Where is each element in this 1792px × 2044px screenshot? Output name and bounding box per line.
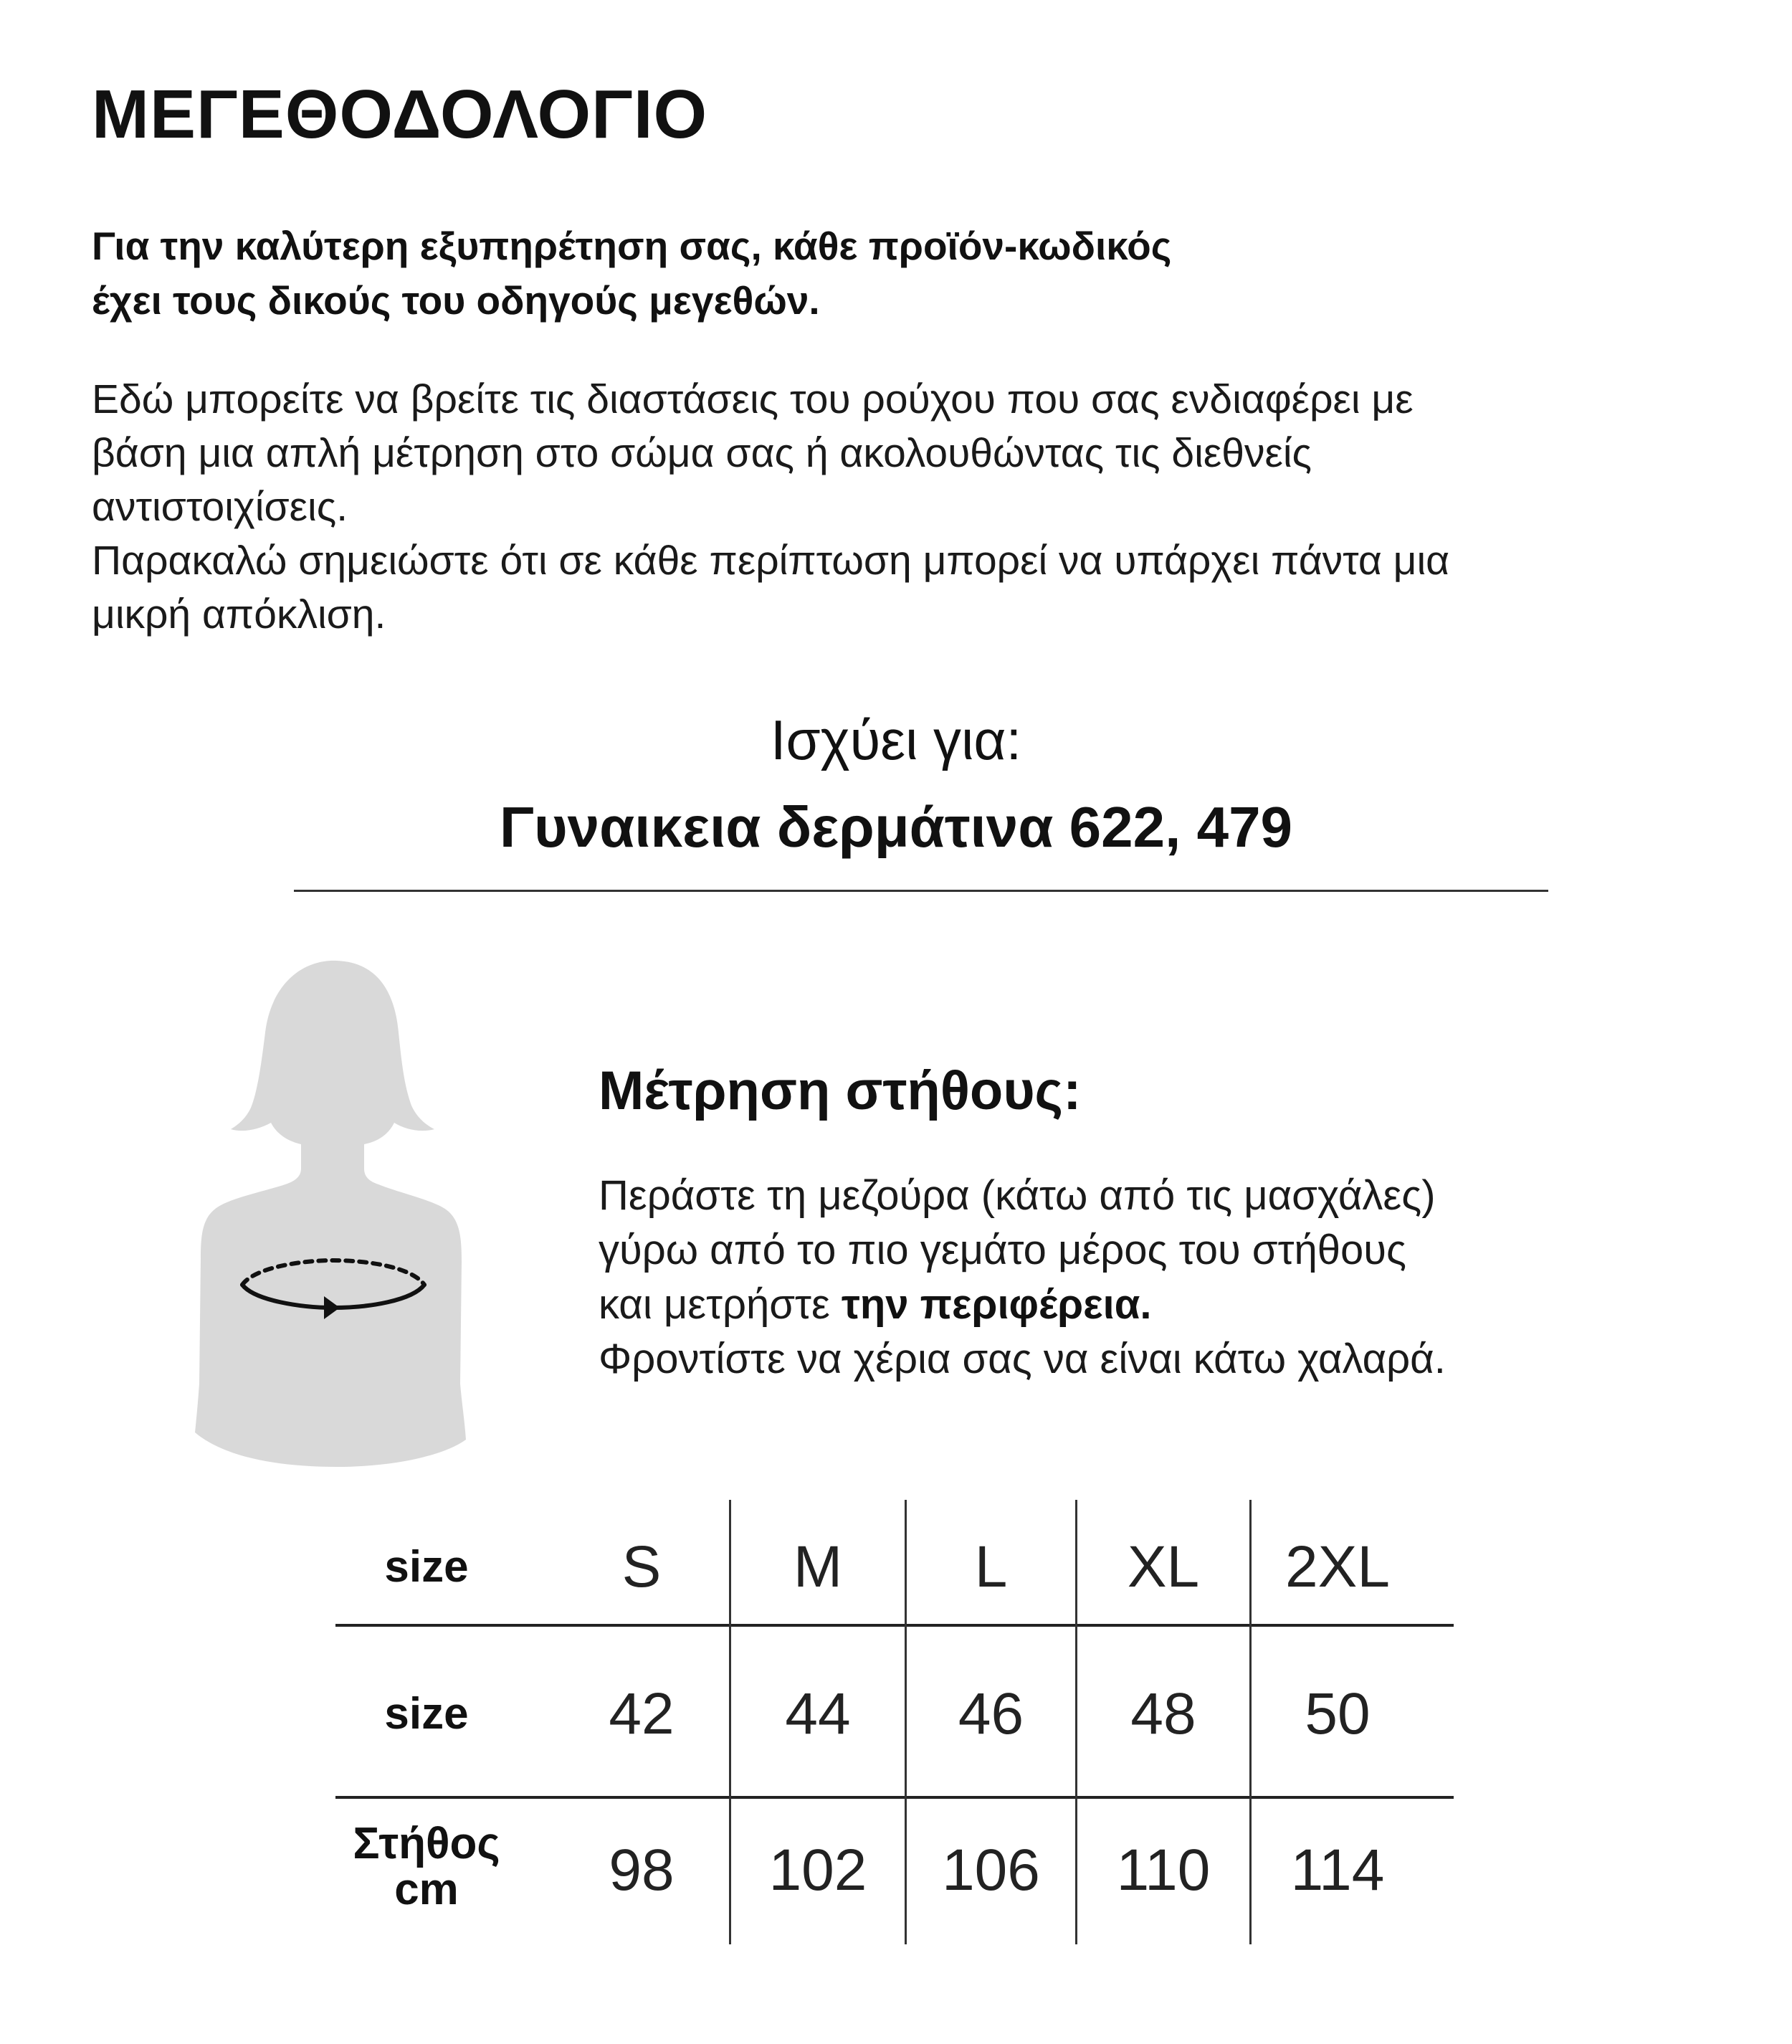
- table-row-label: size: [384, 1542, 469, 1592]
- table-cell: M: [793, 1534, 843, 1599]
- table-row-label-line: Στήθος: [353, 1819, 500, 1868]
- intro-body-text: [92, 373, 1449, 642]
- applies-label: Ισχύει για:: [770, 708, 1022, 771]
- table-cell: 46: [958, 1681, 1024, 1746]
- section-divider: [294, 890, 1548, 892]
- table-row-label: [333, 1821, 520, 1913]
- measurement-line-prefix: και μετρήστε: [599, 1281, 842, 1328]
- table-cell: 106: [942, 1838, 1040, 1903]
- measurement-title: Μέτρηση στήθους:: [599, 1060, 1082, 1121]
- female-silhouette-icon: [194, 954, 473, 1470]
- intro-body-line: Παρακαλώ σημειώστε ότι σε κάθε περίπτωση μπορεί να υπάρχει πάντα μια: [92, 538, 1450, 584]
- table-row-label: size: [384, 1689, 469, 1739]
- measurement-line: Περάστε τη μεζούρα (κάτω από τις μασχάλες): [599, 1172, 1436, 1219]
- table-cell: 114: [1290, 1838, 1385, 1903]
- intro-body-line: μικρή απόκλιση.: [92, 591, 386, 637]
- page-title: ΜΕΓΕΘΟΔΟΛΟΓΙΟ: [92, 76, 708, 153]
- measurement-instructions: [599, 1169, 1446, 1387]
- table-rule: [335, 1624, 1454, 1627]
- intro-bold-line: Για την καλύτερη εξυπηρέτηση σας, κάθε προϊόν-κωδικός: [92, 224, 1172, 268]
- measurement-line: [599, 1278, 1446, 1332]
- table-rule: [335, 1796, 1454, 1799]
- intro-body-line: βάση μια απλή μέτρηση στο σώμα σας ή ακολουθώντας τις διεθνείς: [92, 430, 1312, 476]
- table-row-label-line: cm: [394, 1865, 459, 1914]
- measurement-emphasis: την περιφέρεια.: [841, 1281, 1152, 1328]
- table-cell: 2XL: [1285, 1534, 1390, 1599]
- intro-body-line: αντιστοιχίσεις.: [92, 484, 348, 530]
- measurement-line: γύρω από το πιο γεμάτο μέρος του στήθους: [599, 1227, 1406, 1273]
- table-cell: L: [974, 1534, 1008, 1599]
- table-cell: XL: [1127, 1534, 1200, 1599]
- table-cell: 48: [1130, 1681, 1196, 1746]
- measurement-line: Φροντίστε να χέρια σας να είναι κάτω χαλαρά.: [599, 1336, 1446, 1382]
- table-cell: 44: [785, 1681, 851, 1746]
- table-cell: 110: [1116, 1838, 1211, 1903]
- applies-product: Γυναικεια δερμάτινα 622, 479: [499, 795, 1293, 859]
- intro-bold-line: έχει τους δικούς του οδηγούς μεγεθών.: [92, 278, 820, 323]
- intro-body-line: Εδώ μπορείτε να βρείτε τις διαστάσεις του ρούχου που σας ενδιαφέρει με: [92, 376, 1414, 422]
- table-cell: 50: [1305, 1681, 1371, 1746]
- table-cell: 98: [609, 1838, 675, 1903]
- table-cell: 102: [768, 1838, 867, 1903]
- table-cell: S: [621, 1534, 662, 1599]
- intro-bold-text: [92, 219, 1171, 328]
- table-cell: 42: [609, 1681, 675, 1746]
